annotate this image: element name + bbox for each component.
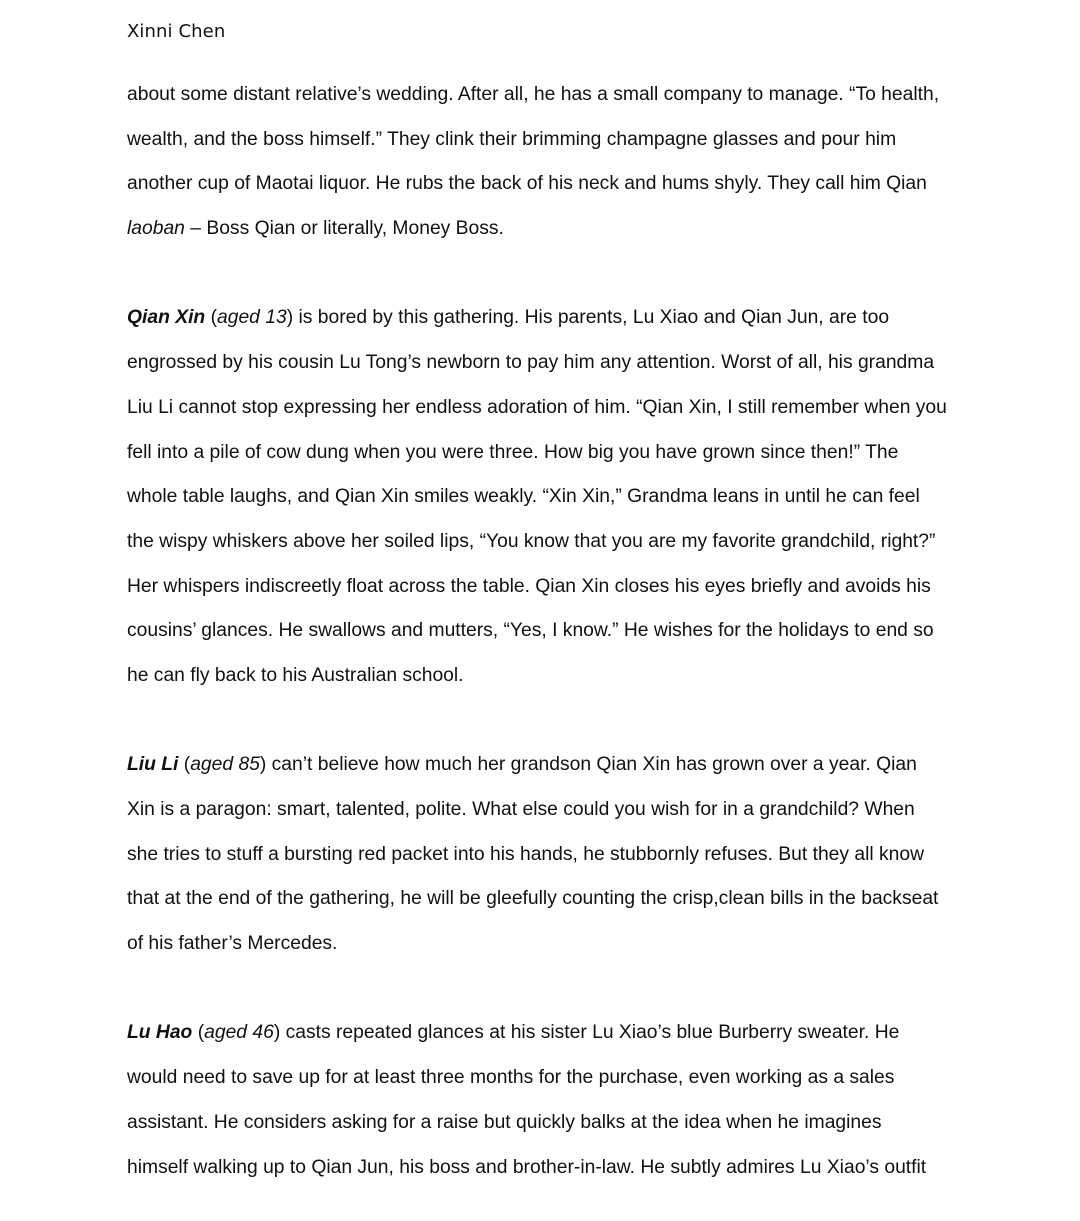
paragraph-gap (127, 252, 987, 297)
text-run: ( (178, 754, 191, 776)
text-line: Her whispers indiscreetly float across the table. Qian Xin closes his eyes briefly and avoids his (127, 575, 931, 597)
text-line: cousins’ glances. He swallows and mutters, “Yes, I know.” He wishes for the holidays to end so (127, 620, 934, 642)
text-line: another cup of Maotai liquor. He rubs the back of his neck and hums shyly. They call him Qian (127, 173, 927, 195)
text-line: he can fly back to his Australian school. (127, 664, 464, 686)
text-line: would need to save up for at least three months for the purchase, even working as a sales (127, 1067, 895, 1089)
text-run: ) can’t believe how much her grandson Qian Xin has grown over a year. Qian (259, 754, 917, 776)
text-run: – Boss Qian or literally, Money Boss. (184, 218, 504, 240)
text-run: ( (192, 1022, 205, 1044)
character-age: aged 13 (217, 307, 287, 329)
text-run: ( (205, 307, 217, 329)
text-run: ) casts repeated glances at his sister Lu Xiao’s blue Burberry sweater. He (273, 1022, 900, 1044)
paragraph-liu-li (127, 743, 987, 966)
text-line: wealth, and the boss himself.” They clink their brimming champagne glasses and pour him (127, 128, 897, 150)
text-line: about some distant relative’s wedding. After all, he has a small company to manage. “To health, (127, 84, 940, 105)
paragraph-gap (127, 699, 987, 744)
text-run: ) is bored by this gathering. His parents, Lu Xiao and Qian Jun, are too (286, 307, 890, 329)
text-line (127, 207, 987, 252)
text-line (127, 1011, 987, 1056)
character-age: aged 85 (190, 754, 260, 776)
text-line: of his father’s Mercedes. (127, 933, 338, 955)
character-name: Liu Li (127, 754, 179, 776)
paragraph-gap (127, 967, 987, 1012)
document-body (127, 73, 987, 1190)
text-line (127, 296, 987, 341)
text-line: Xin is a paragon: smart, talented, polite. What else could you wish for in a grandchild? When (127, 799, 915, 820)
character-name: Qian Xin (127, 307, 206, 329)
text-line: fell into a pile of cow dung when you were three. How big you have grown since then!” The (127, 441, 899, 463)
paragraph-lu-hao (127, 1011, 987, 1190)
text-line: himself walking up to Qian Jun, his boss and brother-in-law. He subtly admires Lu Xiao’s outfit (127, 1156, 927, 1178)
character-age: aged 46 (204, 1022, 274, 1044)
text-line: engrossed by his cousin Lu Tong’s newborn to pay him any attention. Worst of all, his grandma (127, 352, 935, 374)
text-line: assistant. He considers asking for a raise but quickly balks at the idea when he imagines (127, 1111, 882, 1133)
character-name: Lu Hao (127, 1022, 193, 1044)
text-line: whole table laughs, and Qian Xin smiles weakly. “Xin Xin,” Grandma leans in until he can feel (127, 486, 920, 508)
text-line (127, 743, 987, 788)
italic-term: laoban (127, 218, 185, 240)
text-line: the wispy whiskers above her soiled lips, “You know that you are my favorite grandchild, right?” (127, 530, 936, 552)
paragraph-boss-qian (127, 73, 987, 252)
text-line: Liu Li cannot stop expressing her endless adoration of him. “Qian Xin, I still remember when you (127, 396, 947, 418)
text-line: she tries to stuff a bursting red packet into his hands, he stubbornly refuses. But they all know (127, 843, 925, 865)
text-line: that at the end of the gathering, he will be gleefully counting the crisp,clean bills in the backseat (127, 888, 939, 910)
paragraph-qian-xin (127, 296, 987, 698)
page-header-author: Xinni Chen (127, 21, 226, 42)
